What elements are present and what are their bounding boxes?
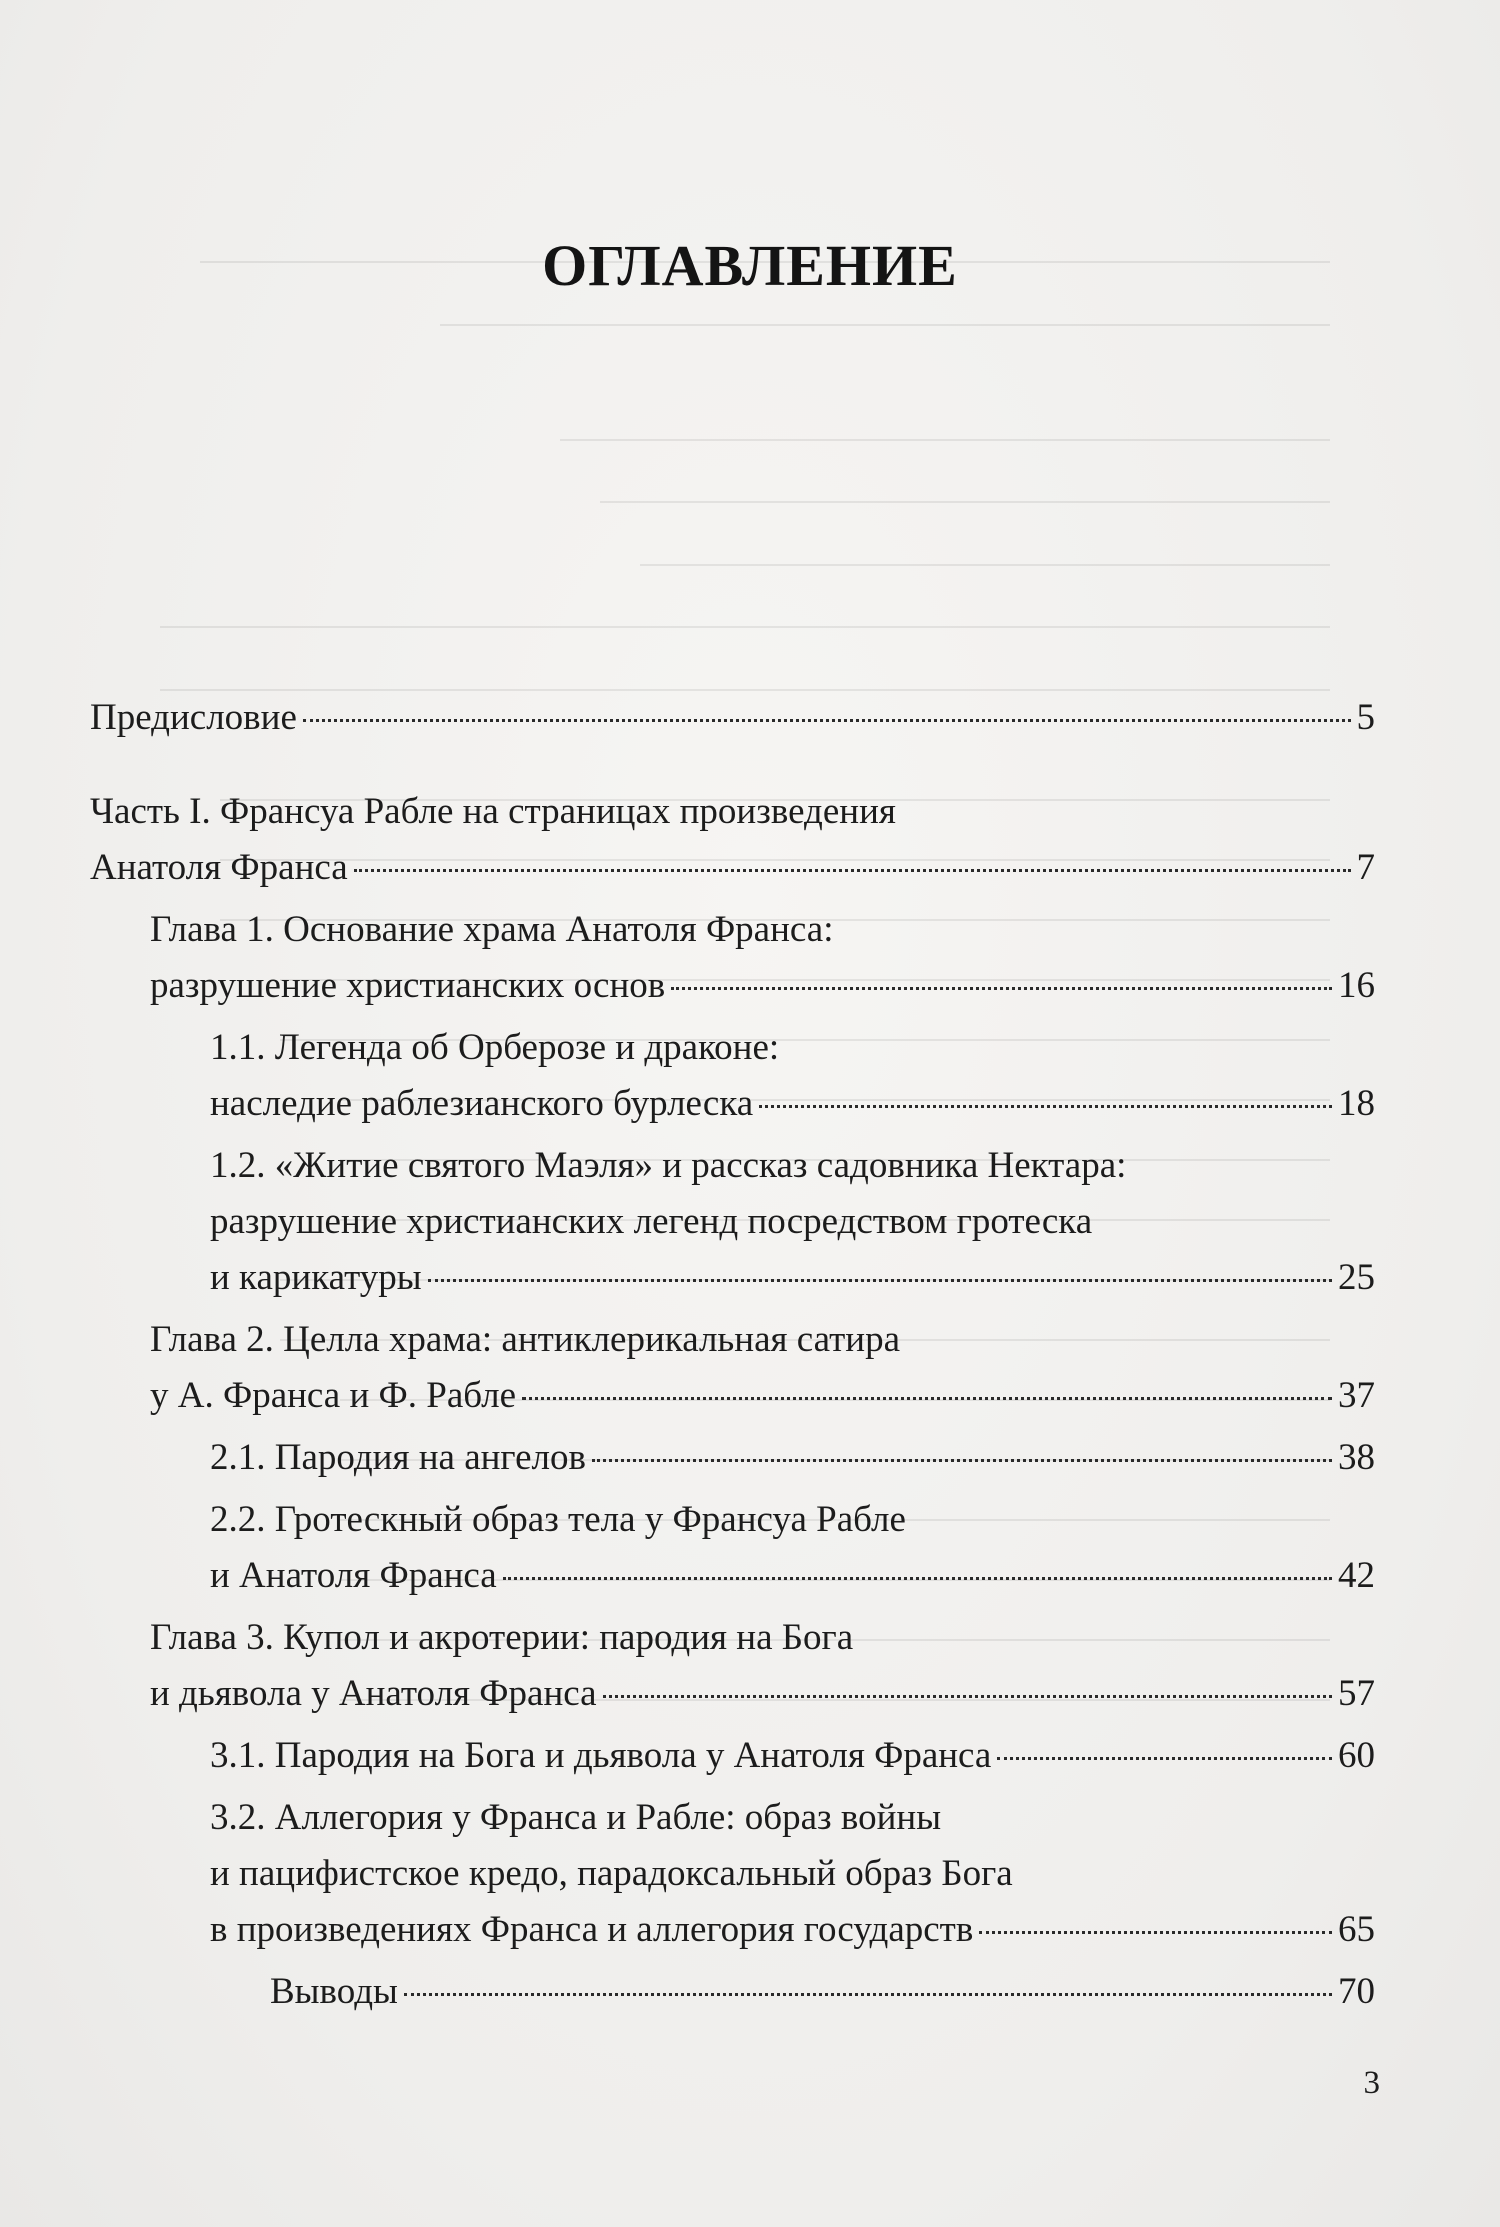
toc-entry-last-line — [210, 1250, 1375, 1306]
page-number: 3 — [1363, 2065, 1380, 2101]
dot-leader — [997, 1757, 1332, 1760]
dot-leader — [592, 1459, 1332, 1462]
toc-entry[interactable] — [210, 1020, 1375, 1132]
toc-entry-last-line — [210, 1902, 1375, 1958]
toc-page-number: 65 — [1338, 1909, 1375, 1950]
toc-entry-text: и дьявола у Анатоля Франса — [150, 1673, 597, 1714]
toc-entry-text: Глава 2. Целла храма: антиклерикальная сатира — [150, 1319, 901, 1360]
dot-leader — [503, 1577, 1332, 1580]
toc-entry[interactable] — [210, 1430, 1375, 1486]
toc-entry-last-line — [150, 1666, 1375, 1722]
toc-page-number: 25 — [1338, 1257, 1375, 1298]
toc-page-number: 60 — [1338, 1735, 1375, 1776]
toc-entry-text: Предисловие — [90, 697, 297, 738]
toc-page-number: 7 — [1356, 847, 1375, 888]
toc-page-number: 16 — [1338, 965, 1375, 1006]
toc-entry-text: 1.1. Легенда об Орберозе и драконе: — [210, 1027, 780, 1068]
toc-entry-last-line — [150, 1368, 1375, 1424]
toc-entry-text: Выводы — [270, 1971, 398, 2012]
dot-leader — [354, 869, 1351, 872]
toc-page-number: 42 — [1338, 1555, 1375, 1596]
toc-entry[interactable] — [210, 1138, 1375, 1306]
toc-entry-text: 2.1. Пародия на ангелов — [210, 1437, 586, 1478]
toc-entry[interactable] — [150, 902, 1375, 1014]
toc-entry[interactable] — [270, 1964, 1375, 2020]
toc-entry-last-line — [210, 1076, 1375, 1132]
toc-page-number: 37 — [1338, 1375, 1375, 1416]
toc-entry-last-line — [210, 1430, 1375, 1486]
toc-entry[interactable] — [150, 1610, 1375, 1722]
toc-page-number: 70 — [1338, 1971, 1375, 2012]
dot-leader — [759, 1105, 1332, 1108]
toc-entry-text: и карикатуры — [210, 1257, 422, 1298]
toc-entry[interactable] — [210, 1728, 1375, 1784]
dot-leader — [404, 1993, 1332, 1996]
toc-page-number: 57 — [1338, 1673, 1375, 1714]
table-of-contents — [90, 690, 1375, 2020]
toc-entry[interactable] — [90, 784, 1375, 896]
toc-page-number: 38 — [1338, 1437, 1375, 1478]
toc-entry-last-line — [210, 1548, 1375, 1604]
dot-leader — [522, 1397, 1332, 1400]
toc-entry[interactable] — [210, 1492, 1375, 1604]
dot-leader — [603, 1695, 1332, 1698]
toc-page-number: 5 — [1356, 697, 1375, 738]
toc-entry[interactable] — [210, 1790, 1375, 1958]
toc-entry-text: Часть I. Франсуа Рабле на страницах произведения — [90, 791, 896, 832]
toc-entry-text: 3.2. Аллегория у Франса и Рабле: образ войны — [210, 1797, 942, 1838]
toc-entry-text: наследие раблезианского бурлеска — [210, 1083, 754, 1124]
dot-leader — [428, 1279, 1332, 1282]
page-title: ОГЛАВЛЕНИЕ — [542, 233, 958, 298]
toc-entry-text: и пацифистское кредо, парадоксальный образ Бога — [210, 1853, 1013, 1894]
toc-entry[interactable] — [90, 690, 1375, 746]
toc-entry-text: 3.1. Пародия на Бога и дьявола у Анатоля Франса — [210, 1735, 992, 1776]
toc-entry-text: Анатоля Франса — [90, 847, 348, 888]
toc-entry-text: в произведениях Франса и аллегория государств — [210, 1909, 974, 1950]
toc-entry-text: 2.2. Гротескный образ тела у Франсуа Рабле — [210, 1499, 906, 1540]
toc-entry-text: и Анатоля Франса — [210, 1555, 497, 1596]
toc-entry-text: Глава 3. Купол и акротерии: пародия на Бога — [150, 1617, 854, 1658]
toc-entry-last-line — [210, 1728, 1375, 1784]
toc-entry[interactable] — [150, 1312, 1375, 1424]
dot-leader — [979, 1931, 1332, 1934]
toc-entry-last-line — [90, 690, 1375, 746]
toc-entry-last-line — [90, 840, 1375, 896]
dot-leader — [303, 719, 1351, 722]
dot-leader — [671, 987, 1332, 990]
toc-entry-text: разрушение христианских основ — [150, 965, 666, 1006]
toc-entry-text: у А. Франса и Ф. Рабле — [150, 1375, 517, 1416]
toc-entry-last-line — [270, 1964, 1375, 2020]
toc-entry-text: Глава 1. Основание храма Анатоля Франса: — [150, 909, 834, 950]
toc-entry-text: 1.2. «Житие святого Маэля» и рассказ садовника Нектара: — [210, 1145, 1127, 1186]
toc-page-number: 18 — [1338, 1083, 1375, 1124]
toc-entry-last-line — [150, 958, 1375, 1014]
toc-entry-text: разрушение христианских легенд посредством гротеска — [210, 1201, 1093, 1242]
